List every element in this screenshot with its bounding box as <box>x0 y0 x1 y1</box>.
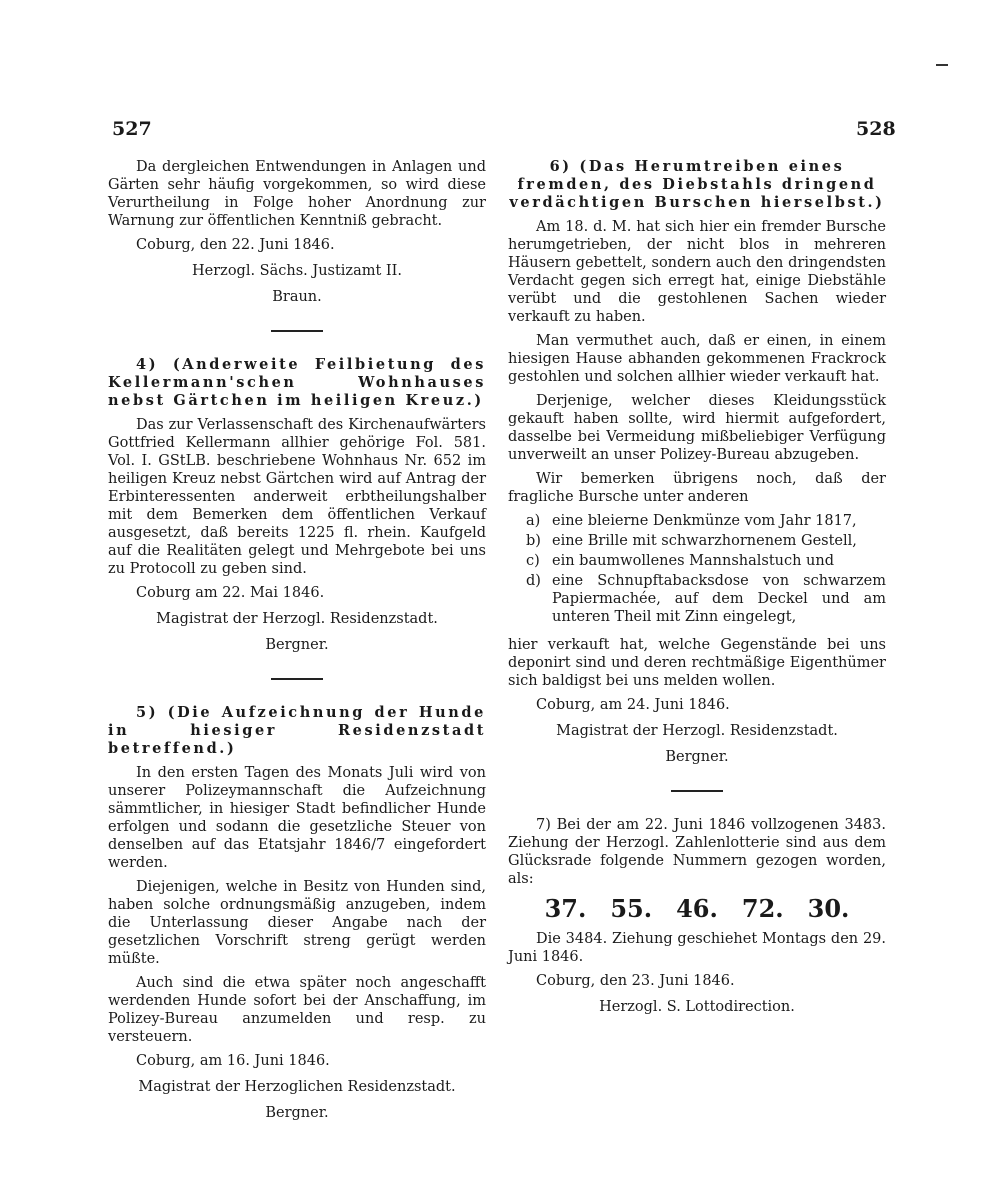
section-divider <box>671 790 723 792</box>
section-4-body: Das zur Verlassenschaft des Kirchenaufwärters Gottfried Kellermann allhier gehörige Fol. 581. Vol. I. GStLB. beschriebene Wohnhaus Nr. 652 im heiligen Kreuz nebst Gärtchen wird auf Antrag der Erbinteressenten anderweit erbtheilungshalber mit dem Bemerken dem öffentlichen Verkauf ausgesetzt, daß bereits 1225 fl. rhein. Kaufgeld auf die Realitäten gelegt und Mehrgebote bei uns zu Protocoll zu geben sind. <box>108 417 486 577</box>
section-6-date: Coburg, am 24. Juni 1846. <box>536 697 730 713</box>
section-7-date: Coburg, den 23. Juni 1846. <box>536 973 735 989</box>
page-number-right: 528 <box>856 118 896 140</box>
section-4-signer: Bergner. <box>265 637 329 653</box>
section-4-authority: Magistrat der Herzogl. Residenzstadt. <box>156 611 438 627</box>
section-6-paragraph-2: Man vermuthet auch, daß er einen, in einem hiesigen Hause abhanden gekommenen Frackrock gestohlen und solchen allhier wieder verkauft hat. <box>508 333 886 385</box>
list-marker: b) <box>526 533 541 549</box>
section-5-signer: Bergner. <box>265 1105 329 1121</box>
section-5-paragraph-1: In den ersten Tagen des Monats Juli wird von unserer Polizeymannschaft die Aufzeichnung sämmtlicher, in hiesiger Stadt befindlicher Hunde erfolgen und sodann die gesetzliche Steuer von denselben auf das Etatsjahr 1846/7 eingefordert werden. <box>108 765 486 871</box>
left-column <box>108 158 486 1130</box>
lottery-number: 30. <box>807 894 850 923</box>
intro-date: Coburg, den 22. Juni 1846. <box>136 237 335 253</box>
intro-paragraph: Da dergleichen Entwendungen in Anlagen und Gärten sehr häufig vorgekommen, so wird diese Verurtheilung in Folge hoher Anordnung zur Warnung zur öffentlichen Kenntniß gebracht. <box>108 159 486 229</box>
section-7-signer: Herzogl. S. Lottodirection. <box>599 999 795 1015</box>
list-marker: d) <box>526 573 541 589</box>
list-marker: a) <box>526 513 541 529</box>
list-item <box>526 552 886 570</box>
section-5-heading: 5) (Die Aufzeichnung der Hunde in hiesiger Residenzstadt betreffend.) <box>108 704 486 757</box>
section-6-authority: Magistrat der Herzogl. Residenzstadt. <box>556 723 838 739</box>
list-marker: c) <box>526 553 540 569</box>
section-7-paragraph-2: Die 3484. Ziehung geschiehet Montags den 29. Juni 1846. <box>508 931 886 965</box>
lottery-number: 55. <box>610 894 653 923</box>
section-6-paragraph-3: Derjenige, welcher dieses Kleidungsstück gekauft haben sollte, wird hiermit aufgefordert, dasselbe bei Vermeidung mißbeliebiger Verfügung unverweilt an unser Polizey-Bureau abzugeben. <box>508 393 886 463</box>
items-list <box>526 512 886 626</box>
section-divider <box>271 330 323 332</box>
lottery-number: 72. <box>741 894 784 923</box>
section-6-paragraph-1: Am 18. d. M. hat sich hier ein fremder Bursche herumgetrieben, der nicht blos in mehreren Häusern gebettelt, sondern auch den dringendsten Verdacht gegen sich erregt hat, einige Diebstähle verübt und die gestohlenen Sachen wieder verkauft zu haben. <box>508 219 886 325</box>
right-column <box>508 158 886 1024</box>
section-5-date: Coburg, am 16. Juni 1846. <box>136 1053 330 1069</box>
section-6-paragraph-5: hier verkauft hat, welche Gegenstände bei uns deponirt sind und deren rechtmäßige Eigenthümer sich baldigst bei uns melden wollen. <box>508 637 886 689</box>
lottery-number: 46. <box>676 894 718 923</box>
list-text: ein baumwollenes Mannshalstuch und <box>552 553 835 569</box>
intro-signer: Braun. <box>272 289 322 305</box>
lottery-numbers <box>508 894 886 923</box>
corner-mark <box>936 64 948 66</box>
list-text: eine Brille mit schwarzhornenem Gestell, <box>552 533 857 549</box>
list-text: eine bleierne Denkmünze vom Jahr 1817, <box>552 513 857 529</box>
section-6-signer: Bergner. <box>665 749 729 765</box>
section-4-date: Coburg am 22. Mai 1846. <box>136 585 325 601</box>
list-item <box>526 572 886 626</box>
section-6-paragraph-4: Wir bemerken übrigens noch, daß der fragliche Bursche unter anderen <box>508 471 886 505</box>
section-5-paragraph-3: Auch sind die etwa später noch angeschafft werdenden Hunde sofort bei der Anschaffung, im Polizey-Bureau anzumelden und resp. zu versteuern. <box>108 975 486 1045</box>
section-7-paragraph-1: 7) Bei der am 22. Juni 1846 vollzogenen 3483. Ziehung der Herzogl. Zahlenlotterie sind aus dem Glücksrade folgende Nummern gezogen worden, als: <box>508 817 886 887</box>
section-5-authority: Magistrat der Herzoglichen Residenzstadt. <box>138 1079 456 1095</box>
section-divider <box>271 678 323 680</box>
list-item <box>526 532 886 550</box>
section-4-heading: 4) (Anderweite Feilbietung des Kellermann'schen Wohnhauses nebst Gärtchen im heiligen Kreuz.) <box>108 356 486 409</box>
lottery-number: 37. <box>544 894 587 923</box>
list-item <box>526 512 886 530</box>
page-number-left: 527 <box>112 118 152 140</box>
list-text: eine Schnupftabacksdose von schwarzem Papiermachée, auf dem Deckel und am unteren Theil mit Zinn eingelegt, <box>552 573 886 625</box>
intro-authority: Herzogl. Sächs. Justizamt II. <box>192 263 402 279</box>
section-6-heading: 6) (Das Herumtreiben eines fremden, des Diebstahls dringend verdächtigen Burschen hierselbst.) <box>509 158 885 211</box>
section-5-paragraph-2: Diejenigen, welche in Besitz von Hunden sind, haben solche ordnungsmäßig anzugeben, indem die Unterlassung dieser Angabe nach der gesetzlichen Vorschrift streng gerügt werden müßte. <box>108 879 486 967</box>
